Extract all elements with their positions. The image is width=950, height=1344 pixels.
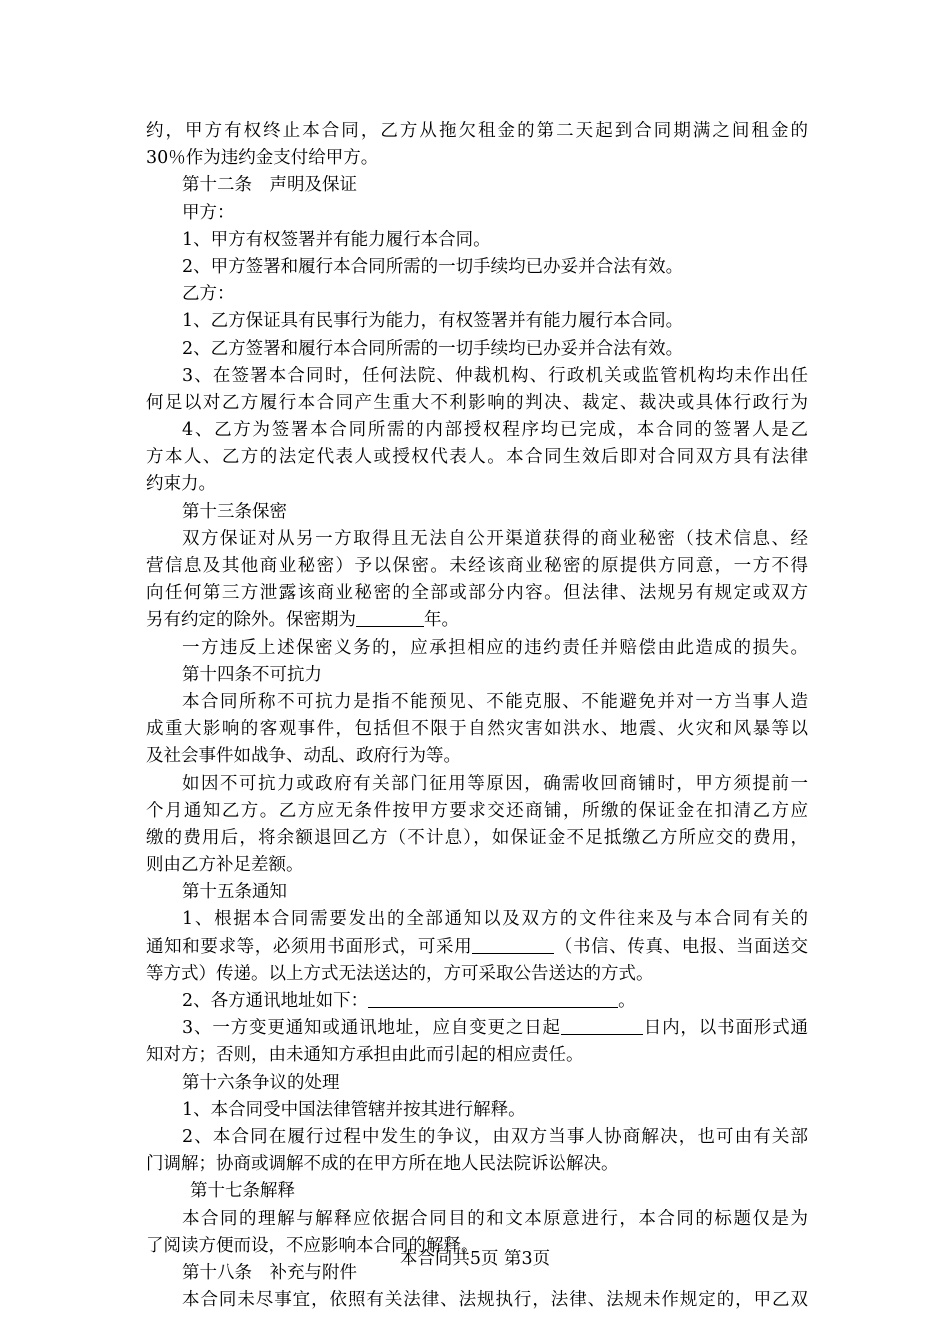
line-text: 了阅读方便而设，不应影响本合同的解释。 <box>146 1235 479 1256</box>
line-text: 何足以对乙方履行本合同产生重大不利影响的判决、裁定、裁决或具体行政行为 <box>146 392 808 413</box>
text-line <box>146 417 808 444</box>
line-text: 另有约定的除外。保密期为 <box>146 610 356 631</box>
line-text: 如因不可抗力或政府有关部门征用等原因，确需收回商铺时，甲方须提前一 <box>182 773 808 794</box>
line-text: 第十三条保密 <box>182 501 287 522</box>
line-text-after-blank: （书信、传真、电报、当面送交 <box>554 936 808 957</box>
text-line <box>146 825 808 852</box>
line-text: 则由乙方补足差额。 <box>146 855 304 876</box>
text-line <box>146 281 808 308</box>
text-line <box>146 689 808 716</box>
line-text: 向任何第三方泄露该商业秘密的全部或部分内容。但法律、法规另有规定或双方 <box>146 583 808 604</box>
text-line <box>146 1287 808 1314</box>
text-line <box>146 798 808 825</box>
line-text: 双方保证对从另一方取得且无法自公开渠道获得的商业秘密（技术信息、经 <box>182 528 808 549</box>
text-line <box>146 526 808 553</box>
line-text: 成重大影响的客观事件，包括但不限于自然灾害如洪水、地震、火灾和风暴等以 <box>146 719 808 740</box>
line-text: 2、本合同在履行过程中发生的争议，由双方当事人协商解决，也可由有关部 <box>182 1126 808 1147</box>
text-line <box>146 1070 808 1097</box>
text-line <box>146 390 808 417</box>
line-text: 2、各方通讯地址如下： <box>182 991 369 1011</box>
line-text: 第十二条 声明及保证 <box>182 175 357 196</box>
fill-in-blank <box>561 1016 643 1035</box>
line-text: 通知和要求等，必须用书面形式，可采用 <box>146 936 473 957</box>
line-text: 本合同的理解与解释应依据合同目的和文本原意进行，本合同的标题仅是为 <box>182 1208 808 1229</box>
fill-in-blank <box>472 935 554 954</box>
text-line <box>146 172 808 199</box>
text-line <box>146 934 808 961</box>
line-text: 30％作为违约金支付给甲方。 <box>146 148 379 169</box>
line-text: 第十八条 补充与附件 <box>182 1262 357 1283</box>
text-line <box>146 743 808 770</box>
line-text: 知对方；否则，由未通知方承担由此而引起的相应责任。 <box>146 1045 584 1066</box>
line-text: 一方违反上述保密义务的，应承担相应的违约责任并赔偿由此造成的损失。 <box>182 637 808 658</box>
text-line <box>146 879 808 906</box>
text-line <box>146 1124 808 1151</box>
line-text: 3、在签署本合同时，任何法院、仲裁机构、行政机关或监管机构均未作出任 <box>182 365 808 386</box>
line-text: 及社会事件如战争、动乱、政府行为等。 <box>146 746 461 767</box>
text-line <box>146 308 808 335</box>
line-text: 本合同未尽事宜，依照有关法律、法规执行，法律、法规未作规定的，甲乙双 <box>182 1290 808 1311</box>
line-text: 方本人、乙方的法定代表人或授权代表人。本合同生效后即对合同双方具有法律 <box>146 447 808 468</box>
text-line <box>146 227 808 254</box>
line-text: 第十五条通知 <box>182 882 287 903</box>
text-line <box>146 499 808 526</box>
line-text: 甲方： <box>182 202 235 223</box>
line-text: 乙方： <box>182 284 235 305</box>
line-text-after-blank: 。 <box>618 991 636 1011</box>
text-line <box>146 553 808 580</box>
contract-body <box>146 118 808 1314</box>
text-line <box>146 118 808 145</box>
line-text: 约，甲方有权终止本合同，乙方从拖欠租金的第二天起到合同期满之间租金的 <box>146 121 808 141</box>
text-line <box>146 906 808 933</box>
text-line <box>146 254 808 281</box>
text-line <box>146 363 808 390</box>
page-footer: 本合同共5页 第3页 <box>399 1249 551 1269</box>
text-line <box>146 200 808 227</box>
text-line <box>146 1151 808 1178</box>
line-text-after-blank: 年。 <box>424 610 459 631</box>
text-line <box>146 961 808 988</box>
text-line <box>146 771 808 798</box>
text-line <box>146 988 808 1015</box>
line-text: 约束力。 <box>146 474 216 495</box>
line-text: 3、一方变更通知或通讯地址，应自变更之日起 <box>182 1018 561 1039</box>
fill-in-blank <box>368 989 618 1008</box>
text-line <box>146 662 808 689</box>
line-text: 1、甲方有权签署并有能力履行本合同。 <box>182 229 491 250</box>
text-line <box>146 1097 808 1124</box>
fill-in-blank <box>356 608 424 627</box>
text-line <box>146 1206 808 1233</box>
line-text: 第十七条解释 <box>190 1181 295 1202</box>
line-text: 营信息及其他商业秘密）予以保密。未经该商业秘密的原提供方同意，一方不得 <box>146 556 808 576</box>
line-text: 1、本合同受中国法律管辖并按其进行解释。 <box>182 1099 526 1120</box>
text-line <box>146 580 808 607</box>
text-line <box>146 444 808 471</box>
text-line <box>146 336 808 363</box>
line-text: 门调解；协商或调解不成的在甲方所在地人民法院诉讼解决。 <box>146 1154 619 1175</box>
text-line <box>146 471 808 498</box>
line-text: 缴的费用后，将余额退回乙方（不计息），如保证金不足抵缴乙方所应交的费用， <box>146 827 808 848</box>
text-line <box>146 1015 808 1042</box>
line-text: 1、根据本合同需要发出的全部通知以及双方的文件往来及与本合同有关的 <box>182 909 808 930</box>
line-text: 第十四条不可抗力 <box>182 664 322 685</box>
line-text: 等方式）传递。以上方式无法送达的，方可采取公告送达的方式。 <box>146 963 654 984</box>
text-line <box>146 1178 808 1205</box>
line-text: 个月通知乙方。乙方应无条件按甲方要求交还商铺，所缴的保证金在扣清乙方应 <box>146 800 808 821</box>
text-line <box>146 1042 808 1069</box>
line-text: 本合同所称不可抗力是指不能预见、不能克服、不能避免并对一方当事人造 <box>182 691 808 712</box>
text-line <box>146 635 808 662</box>
text-line <box>146 716 808 743</box>
text-line <box>146 852 808 879</box>
line-text: 2、乙方签署和履行本合同所需的一切手续均已办妥并合法有效。 <box>182 338 684 359</box>
line-text: 4、乙方为签署本合同所需的内部授权程序均已完成，本合同的签署人是乙 <box>182 420 808 441</box>
text-line <box>146 145 808 172</box>
line-text: 2、甲方签署和履行本合同所需的一切手续均已办妥并合法有效。 <box>182 256 684 277</box>
line-text: 1、乙方保证具有民事行为能力，有权签署并有能力履行本合同。 <box>182 311 684 332</box>
line-text-after-blank: 日内，以书面形式通 <box>642 1018 808 1039</box>
text-line <box>146 607 808 634</box>
line-text: 第十六条争议的处理 <box>182 1072 340 1093</box>
